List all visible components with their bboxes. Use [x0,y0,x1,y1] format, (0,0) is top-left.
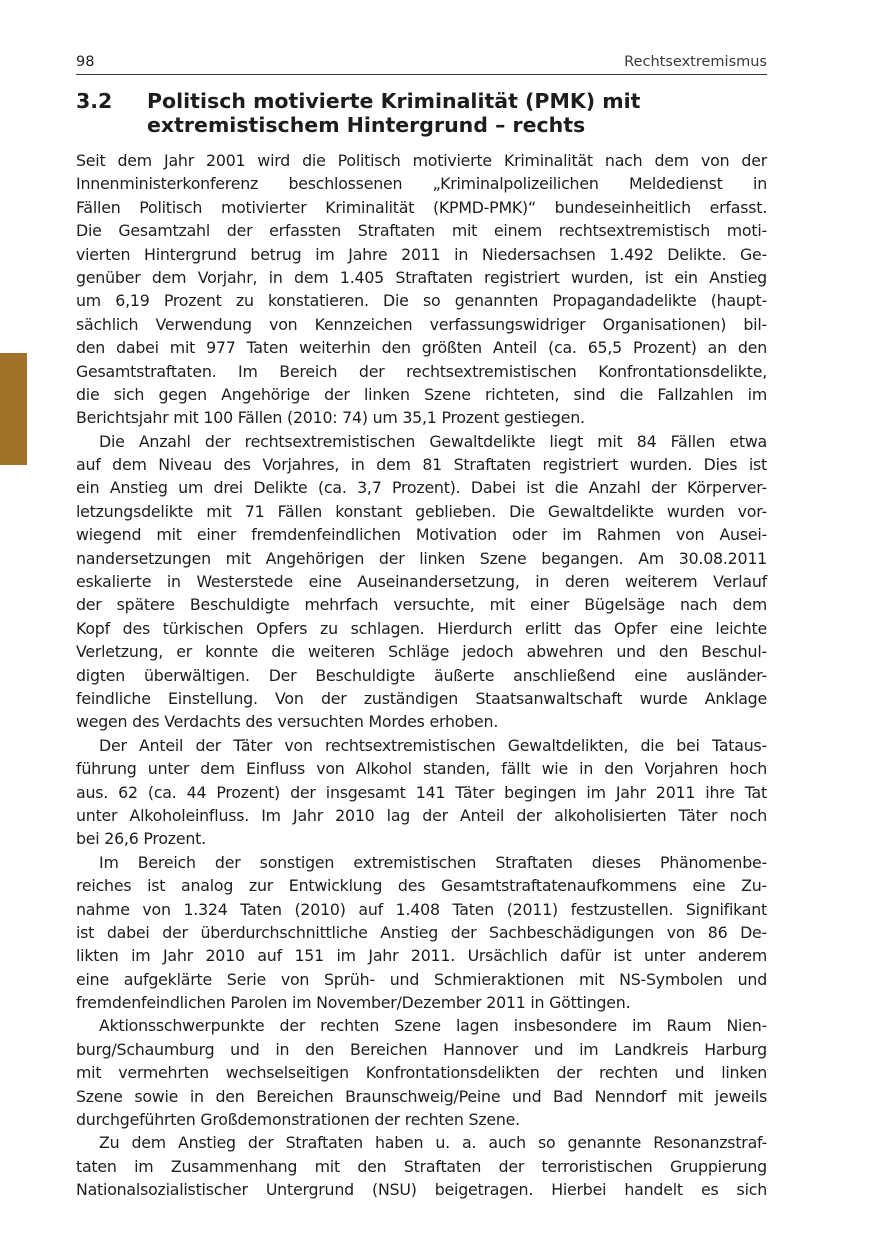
body-line: Gesamtstraftaten. Im Bereich der rechtsextremistischen Konfrontationsdelikte, [76,361,767,381]
body-line: likten im Jahr 2010 auf 151 im Jahr 2011. Ursächlich dafür ist unter anderem [76,946,767,966]
body-line: fremdenfeindlichen Parolen im November/Dezember 2011 in Göttingen. [76,993,631,1013]
body-line: die sich gegen Angehörige der linken Szene richteten, sind die Fallzahlen im [76,384,767,404]
chapter-side-tab [0,353,27,465]
body-line: wiegend mit einer fremdenfeindlichen Motivation oder im Rahmen von Ausei- [76,525,767,545]
body-line: Fällen Politisch motivierter Kriminalität (KPMD-PMK)“ bundeseinheitlich erfasst. [76,197,767,217]
body-line: ist dabei der überdurchschnittliche Anstieg der Sachbeschädigungen von 86 De- [76,922,767,942]
body-line: Der Anteil der Täter von rechtsextremistischen Gewaltdelikten, die bei Tataus- [99,735,767,755]
body-line: bei 26,6 Prozent. [76,829,206,849]
body-line: Verletzung, er konnte die weiteren Schläge jedoch abwehren und den Beschul- [76,642,767,662]
section-title-line: Politisch motivierte Kriminalität (PMK) mit [147,89,641,113]
running-title: Rechtsextremismus [624,54,767,70]
body-line: ein Anstieg um drei Delikte (ca. 3,7 Prozent). Dabei ist die Anzahl der Körperver- [76,478,767,498]
body-line: Die Gesamtzahl der erfassten Straftaten mit einem rechtsextremistisch moti- [76,221,767,241]
body-line: der spätere Beschuldigte mehrfach versuchte, mit einer Bügelsäge nach dem [76,595,767,615]
body-line: burg/Schaumburg und in den Bereichen Hannover und im Landkreis Harburg [76,1039,767,1059]
body-line: um 6,19 Prozent zu konstatieren. Die so genannten Propagandadelikte (haupt- [76,291,767,311]
body-line: Szene sowie in den Bereichen Braunschweig/Peine und Bad Nenndorf mit jeweils [76,1086,767,1106]
body-line: mit vermehrten wechselseitigen Konfrontationsdelikten der rechten und linken [76,1063,767,1083]
body-line: nahme von 1.324 Taten (2010) auf 1.408 Taten (2011) festzustellen. Signifikant [76,899,767,919]
body-line: unter Alkoholeinfluss. Im Jahr 2010 lag der Anteil der alkoholisierten Täter noch [76,805,767,825]
body-line: feindliche Einstellung. Von der zuständigen Staatsanwaltschaft wurde Anklage [76,688,767,708]
body-line: führung unter dem Einfluss von Alkohol standen, fällt wie in den Vorjahren hoch [76,759,767,779]
body-line: reiches ist analog zur Entwicklung des Gesamtstraftatenaufkommens eine Zu- [76,876,767,896]
body-line: letzungsdelikte mit 71 Fällen konstant geblieben. Die Gewaltdelikte wurden vor- [76,501,767,521]
running-header [76,53,767,71]
body-line: Berichtsjahr mit 100 Fällen (2010: 74) um 35,1 Prozent gestiegen. [76,408,585,428]
body-line: Kopf des türkischen Opfers zu schlagen. Hierdurch erlitt das Opfer eine leichte [76,618,767,638]
body-line: Im Bereich der sonstigen extremistischen Straftaten dieses Phänomenbe- [99,852,767,872]
body-line: taten im Zusammenhang mit den Straftaten der terroristischen Gruppierung [76,1156,767,1176]
body-line: aus. 62 (ca. 44 Prozent) der insgesamt 141 Täter begingen im Jahr 2011 ihre Tat [76,782,767,802]
body-line: den dabei mit 977 Taten weiterhin den größten Anteil (ca. 65,5 Prozent) an den [76,338,767,358]
body-text [76,149,767,1202]
body-line: auf dem Niveau des Vorjahres, in dem 81 Straftaten registriert wurden. Dies ist [76,455,767,475]
body-line: eskalierte in Westerstede eine Auseinandersetzung, in deren weiterem Verlauf [76,572,767,592]
body-line: Innenministerkonferenz beschlossenen „Kriminalpolizeilichen Meldedienst in [76,174,767,194]
body-line: sächlich Verwendung von Kennzeichen verfassungswidriger Organisationen) bil- [76,314,767,334]
body-line: digten überwältigen. Der Beschuldigte äußerte anschließend eine ausländer- [76,665,767,685]
body-line: nandersetzungen mit Angehörigen der linken Szene begangen. Am 30.08.2011 [76,548,767,568]
body-line: Die Anzahl der rechtsextremistischen Gewaltdelikte liegt mit 84 Fällen etwa [99,431,767,451]
body-line: durchgeführten Großdemonstrationen der rechten Szene. [76,1110,520,1130]
section-title [147,89,767,137]
body-line: Nationalsozialistischer Untergrund (NSU) beigetragen. Hierbei handelt es sich [76,1180,767,1200]
body-line: Aktionsschwerpunkte der rechten Szene lagen insbesondere im Raum Nien- [99,1016,767,1036]
body-line: Zu dem Anstieg der Straftaten haben u. a. auch so genannte Resonanzstraf- [99,1133,767,1153]
header-rule [76,74,767,75]
section-number: 3.2 [76,89,113,113]
body-line: vierten Hintergrund betrug im Jahre 2011 in Niedersachsen 1.492 Delikte. Ge- [76,244,767,264]
page-number: 98 [76,54,95,70]
body-line: eine aufgeklärte Serie von Sprüh- und Schmieraktionen mit NS-Symbolen und [76,969,767,989]
section-title-line: extremistischem Hintergrund – rechts [147,113,586,137]
body-line: Seit dem Jahr 2001 wird die Politisch motivierte Kriminalität nach dem von der [76,151,767,170]
body-line: genüber dem Vorjahr, in dem 1.405 Straftaten registriert wurden, ist ein Anstieg [76,267,767,287]
body-line: wegen des Verdachts des versuchten Mordes erhoben. [76,712,499,732]
